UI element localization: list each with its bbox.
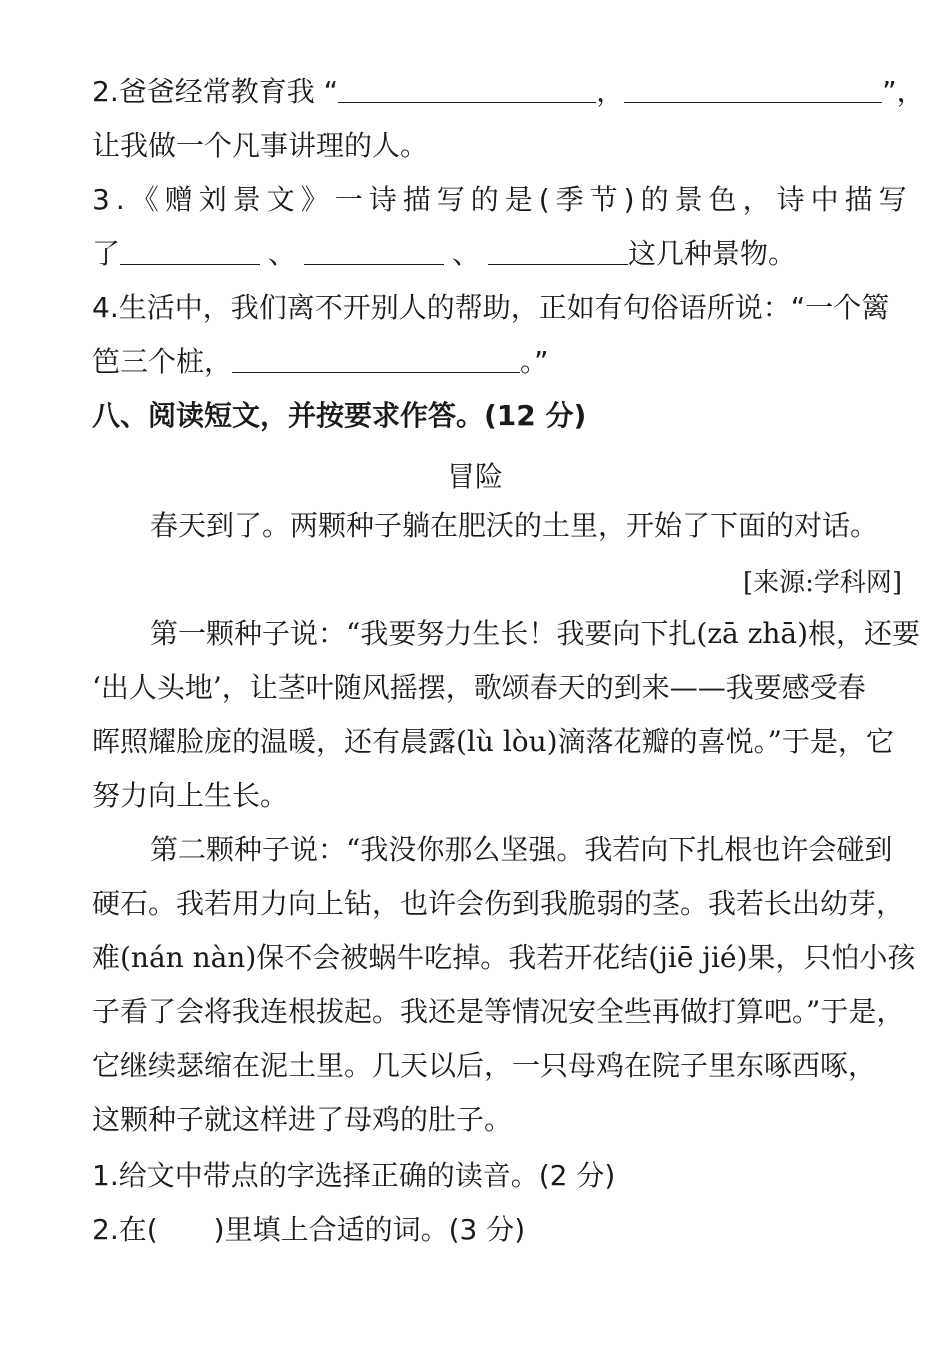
passage-line: 难(nán nàn)保不会被蜗牛吃掉。我若开花结(jiē jié)果，只怕小孩 bbox=[92, 941, 916, 974]
question-4-end: 。” bbox=[520, 345, 549, 378]
sub-question-2: 2.在( )里填上合适的词。(3 分) bbox=[92, 1213, 526, 1246]
answer-blank-q3-a[interactable] bbox=[120, 238, 260, 265]
answer-blank-q3-b[interactable] bbox=[304, 238, 444, 265]
question-2-line-2: 让我做一个凡事讲理的人。 bbox=[92, 129, 429, 162]
source-note: [来源:学科网] bbox=[742, 568, 902, 598]
passage-title: 冒险 bbox=[446, 460, 503, 493]
question-3-sep-1: 、 bbox=[268, 237, 297, 270]
passage-line: ‘出人头地’，让茎叶随风摇摆，歌颂春天的到来——我要感受春 bbox=[92, 671, 866, 704]
passage-line: 这颗种子就这样进了母鸡的肚子。 bbox=[92, 1103, 513, 1136]
question-2-suffix: ”， bbox=[882, 75, 925, 108]
answer-blank-q2-b[interactable] bbox=[624, 76, 882, 103]
answer-blank-q2-a[interactable] bbox=[338, 76, 596, 103]
passage-paragraph: 春天到了。两颗种子躺在肥沃的土里，开始了下面的对话。 bbox=[150, 509, 879, 542]
section-8-heading: 八、阅读短文，并按要求作答。(12 分) bbox=[92, 399, 587, 432]
question-2-line-1 bbox=[92, 74, 925, 110]
passage-line: 硬石。我若用力向上钻，也许会伤到我脆弱的茎。我若长出幼芽， bbox=[92, 887, 905, 920]
passage-paragraph: 第二颗种子说：“我没你那么坚强。我若向下扎根也许会碰到 bbox=[150, 833, 893, 866]
question-3-sep-2: 、 bbox=[452, 237, 481, 270]
question-3-line-1: 3.《赠刘景文》一诗描写的是(季节)的景色，诗中描写 bbox=[92, 183, 913, 216]
passage-line: 子看了会将我连根拔起。我还是等情况安全些再做打算吧。”于是， bbox=[92, 995, 905, 1028]
question-4-start: 笆三个桩， bbox=[92, 345, 233, 378]
question-3-start: 了 bbox=[92, 237, 121, 270]
question-3-line-2 bbox=[92, 236, 796, 272]
answer-blank-q4[interactable] bbox=[232, 346, 520, 373]
question-4-line-1: 4.生活中，我们离不开别人的帮助，正如有句俗语所说：“一个篱 bbox=[92, 291, 890, 324]
question-2-comma: ， bbox=[596, 75, 625, 108]
passage-line: 晖照耀脸庞的温暖，还有晨露(lù lòu)滴落花瓣的喜悦。”于是，它 bbox=[92, 725, 894, 758]
passage-line: 它继续瑟缩在泥土里。几天以后，一只母鸡在院子里东啄西啄， bbox=[92, 1049, 877, 1082]
question-3-end: 这几种景物。 bbox=[628, 237, 797, 270]
answer-blank-q3-c[interactable] bbox=[488, 238, 628, 265]
sub-question-1: 1.给文中带点的字选择正确的读音。(2 分) bbox=[92, 1159, 616, 1192]
question-2-prefix: 2.爸爸经常教育我 “ bbox=[92, 75, 339, 108]
question-4-line-2 bbox=[92, 344, 549, 380]
passage-line: 努力向上生长。 bbox=[92, 779, 289, 812]
passage-paragraph: 第一颗种子说：“我要努力生长！我要向下扎(zā zhā)根，还要 bbox=[150, 617, 920, 650]
